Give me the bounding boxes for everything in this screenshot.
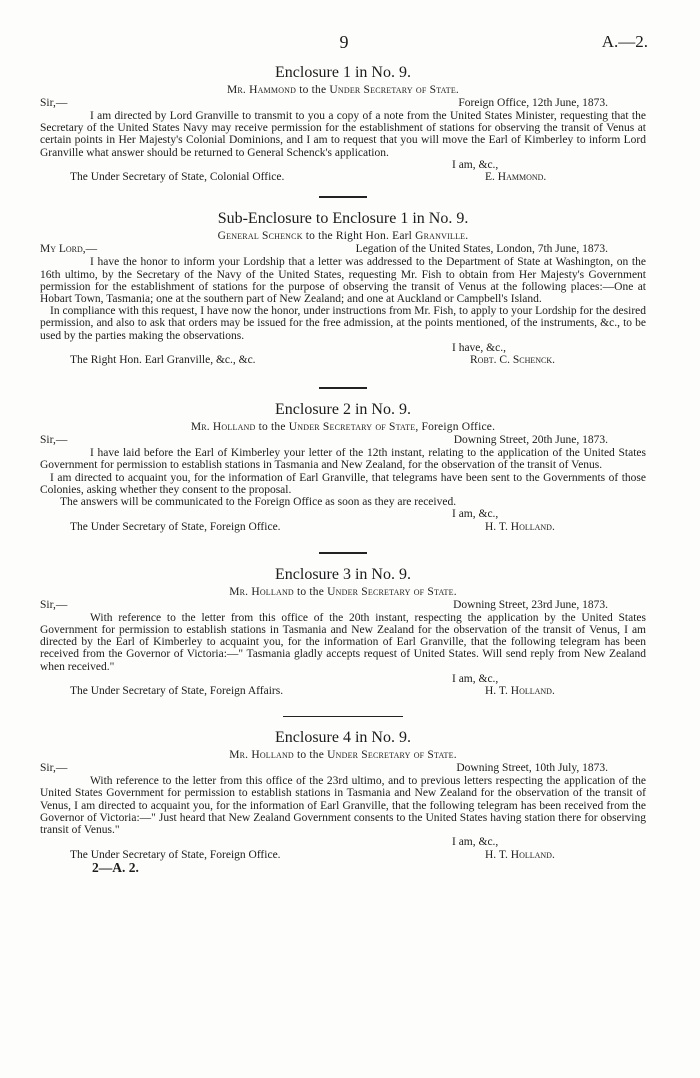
signature: H. T. Holland. bbox=[485, 685, 555, 698]
letter-body-paragraph-1: I have laid before the Earl of Kimberley your letter of the 12th instant, relating to the application of the United States Government for permission to establish stations in Tasmania and New Zealand, for the observation of the transit of Venus. bbox=[40, 447, 646, 472]
sender: Mr. Holland bbox=[229, 749, 294, 762]
enclosure-4-from-to bbox=[40, 749, 646, 762]
recipient: The Under Secretary of State, Foreign Office. bbox=[70, 848, 281, 861]
sender: Mr. Holland bbox=[190, 421, 256, 434]
recipient: The Under Secretary of State, Foreign Office. bbox=[70, 520, 281, 533]
enclosure-2 bbox=[40, 401, 646, 534]
dateline: Legation of the United States, London, 7th June, 1873. bbox=[355, 243, 608, 256]
salutation: Sir,— bbox=[40, 762, 68, 775]
document-code: A.—2. bbox=[601, 32, 648, 51]
closing-row bbox=[40, 508, 646, 521]
signature: H. T. Holland. bbox=[485, 520, 555, 533]
letter-body: I am directed by Lord Granville to transmit to you a copy of a note from the United States Minister, requesting that the Secretary of the United States Navy may receive permission for the establishment of stations for observing the transit of Venus at certain points in Her Majesty's Colonial Dominions, and I am to request that you will move the Earl of Kimberley to inform Lord Granville what answer should be returned to General Schenck's application. bbox=[40, 110, 646, 159]
recipient: The Right Hon. Earl Granville, &c., &c. bbox=[70, 354, 256, 367]
addressee: Under Secretary of State. bbox=[329, 84, 460, 96]
enclosure-1-title: Enclosure 1 in No. 9. bbox=[275, 64, 411, 81]
address-row bbox=[40, 762, 646, 775]
page-content bbox=[40, 64, 646, 878]
address-row bbox=[40, 243, 646, 256]
closing: I am, &c., bbox=[452, 672, 499, 685]
to-word: to the bbox=[258, 421, 286, 434]
enclosure-4 bbox=[40, 729, 646, 878]
signature: E. Hammond. bbox=[485, 171, 547, 184]
dateline: Foreign Office, 12th June, 1873. bbox=[458, 97, 608, 109]
signature: H. T. Holland. bbox=[485, 848, 555, 861]
to-word: to the bbox=[299, 84, 327, 96]
letter-body: With reference to the letter from this office of the 20th instant, respecting the application by the United States Government for permission to establish stations in Tasmania and New Zealand for the observation of the transit of Venus, I am directed by the Earl of Kimberley to acquaint you, for the information of Earl Granville, that the following telegram has been received from the Governor of Victoria:—" Tasmania gladly accepts request of United States. Will send reply from New Zealand when received." bbox=[40, 611, 646, 673]
enclosure-2-title: Enclosure 2 in No. 9. bbox=[275, 401, 411, 419]
printer-signature-mark: 2—A. 2. bbox=[92, 859, 139, 875]
sub-enclosure-title: Sub-Enclosure to Enclosure 1 in No. 9. bbox=[217, 210, 469, 228]
closing-row bbox=[40, 836, 646, 849]
addressee: Under Secretary of State. bbox=[327, 585, 457, 598]
sender: Mr. Holland bbox=[229, 585, 294, 598]
sub-enclosure-from-to bbox=[40, 230, 646, 243]
sender: General Schenck bbox=[217, 230, 303, 243]
sender: Mr. Hammond bbox=[226, 84, 297, 96]
signature-row bbox=[40, 685, 646, 698]
addressee: Under Secretary of State. bbox=[327, 749, 457, 762]
addressee-office: Foreign Office. bbox=[421, 421, 496, 434]
address-row bbox=[40, 434, 646, 447]
sub-enclosure bbox=[40, 210, 646, 367]
letter-body-paragraph-2: In compliance with this request, I have now the honor, under instructions from Mr. Fish, to apply to your Lordship for the desired permission, and also to ask that orders may be issued for the free admission, at the points mentioned, of the instruments, &c., to be used by the parties making the observations. bbox=[40, 305, 646, 342]
enclosure-1-from-to bbox=[40, 84, 646, 97]
signature-row bbox=[40, 171, 646, 184]
signature: Robt. C. Schenck. bbox=[470, 354, 556, 367]
to-word: to the bbox=[296, 585, 325, 598]
closing: I have, &c., bbox=[452, 341, 506, 354]
enclosure-3-title: Enclosure 3 in No. 9. bbox=[275, 565, 411, 583]
recipient: The Under Secretary of State, Foreign Affairs. bbox=[70, 685, 284, 698]
footer-row bbox=[40, 859, 646, 878]
enclosure-1 bbox=[40, 64, 646, 184]
enclosure-2-from-to bbox=[40, 421, 646, 434]
letter-body-paragraph-3: The answers will be communicated to the Foreign Office as soon as they are received. bbox=[60, 496, 457, 509]
page-header bbox=[40, 32, 648, 52]
closing-row bbox=[40, 342, 646, 355]
salutation: Sir,— bbox=[40, 97, 68, 109]
page-number: 9 bbox=[339, 32, 349, 52]
recipient: The Under Secretary of State, Colonial Office. bbox=[70, 171, 285, 184]
dateline: Downing Street, 23rd June, 1873. bbox=[453, 598, 608, 611]
enclosure-3-from-to bbox=[40, 586, 646, 599]
letter-body-paragraph-1: I have the honor to inform your Lordship that a letter was addressed to the Department of State at Washington, on the 16th ultimo, by the Secretary of the Navy of the United States, requesting Mr. Fish to obtain from Her Majesty's Government permission for the establishment of stations for the purpose of observing the transit of Venus at the following places:—One at Hobart Town, Tasmania; one at the southern part of New Zealand; and one at Auckland or Campbell's Island. bbox=[40, 256, 646, 305]
dateline: Downing Street, 20th June, 1873. bbox=[453, 434, 608, 447]
closing: I am, &c., bbox=[452, 836, 499, 849]
salutation: Sir,— bbox=[40, 598, 68, 611]
enclosure-3 bbox=[40, 566, 646, 699]
addressee: Under Secretary of State, bbox=[288, 421, 419, 434]
address-row bbox=[40, 599, 646, 612]
address-row bbox=[40, 97, 646, 110]
enclosure-4-title: Enclosure 4 in No. 9. bbox=[275, 729, 411, 747]
to-word: to the bbox=[296, 749, 325, 762]
closing-row bbox=[40, 673, 646, 686]
closing: I am, &c., bbox=[452, 508, 499, 521]
salutation: My Lord,— bbox=[40, 243, 98, 256]
letter-body: With reference to the letter from this office of the 23rd ultimo, and to previous letters respecting the application of the United States Government for permission to establish stations in Tasmania and New Zealand for the observation of the transit of Venus, I am directed to acquaint you, for the information of Earl Granville, that the following telegram has been received from the Governor of Victoria:—" Just heard that New Zealand Government consents to the United States having station there for observing transit of Venus." bbox=[40, 775, 646, 837]
dateline: Downing Street, 10th July, 1873. bbox=[456, 762, 608, 775]
salutation: Sir,— bbox=[40, 434, 68, 447]
signature-row bbox=[40, 521, 646, 534]
closing-row bbox=[40, 159, 646, 172]
letter-body-paragraph-2: I am directed to acquaint you, for the information of Earl Granville, that telegrams have been sent to the Governments of those Colonies, asking whether they consent to the proposal. bbox=[40, 471, 646, 496]
to-word: to the Right Hon. Earl bbox=[305, 230, 413, 243]
signature-row bbox=[40, 354, 646, 367]
closing: I am, &c., bbox=[452, 158, 499, 171]
addressee: Granville. bbox=[415, 230, 469, 243]
